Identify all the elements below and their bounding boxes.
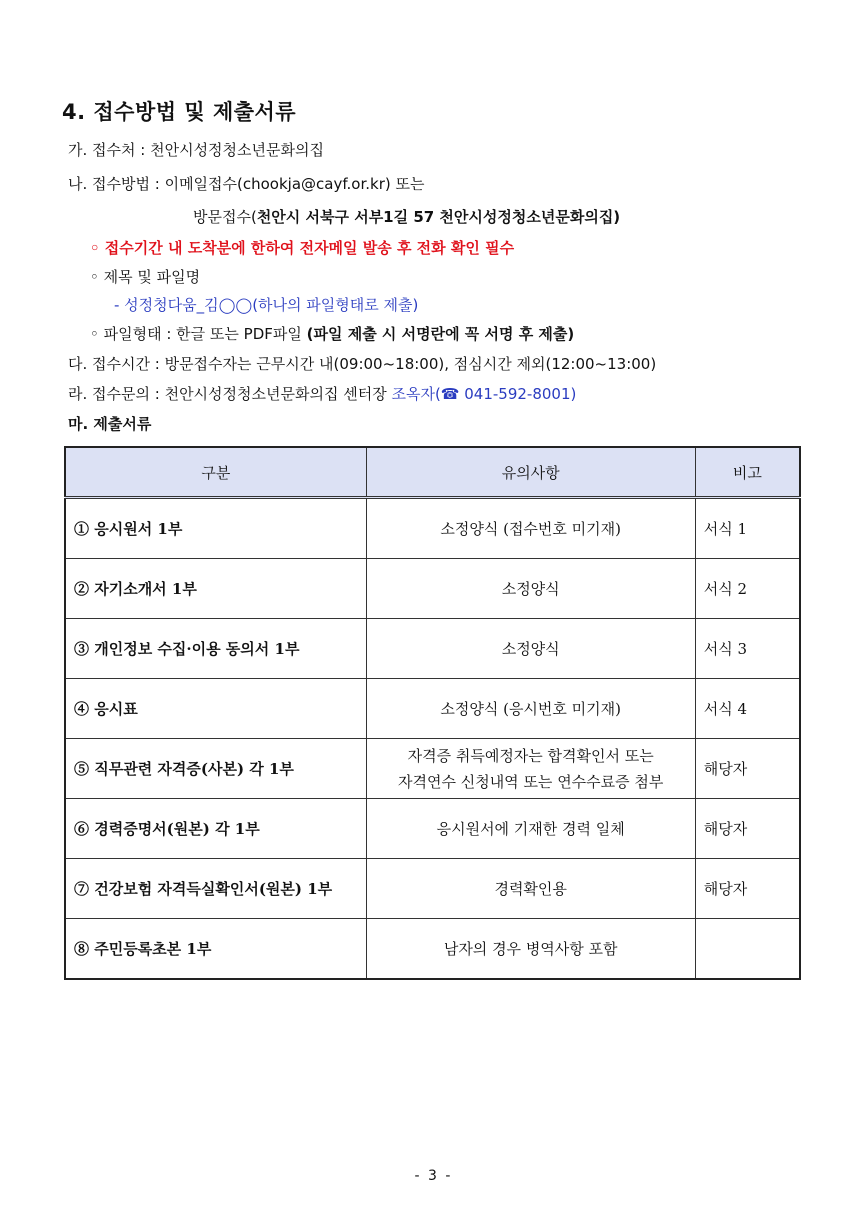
row-note: 소정양식 (응시번호 미기재) bbox=[366, 679, 695, 739]
item-place-label: 가. 접수처 : bbox=[68, 141, 151, 159]
row-document-name: ⑤ 직무관련 자격증(사본) 각 1부 bbox=[65, 739, 366, 799]
item-method-visit-address: 천안시 서북구 서부1길 57 천안시성정청소년문화의집) bbox=[256, 208, 621, 226]
filename-example: - 성정청다움_김◯◯(하나의 파일형태로 제출) bbox=[114, 296, 419, 314]
row-remark: 서식 1 bbox=[695, 498, 800, 559]
row-remark: 서식 3 bbox=[695, 619, 800, 679]
item-method bbox=[68, 174, 425, 194]
header-category: 구분 bbox=[65, 447, 366, 498]
row-note: 경력확인용 bbox=[366, 859, 695, 919]
table-row bbox=[65, 679, 800, 739]
row-document-name: ② 자기소개서 1부 bbox=[65, 559, 366, 619]
item-inquiry-label: 라. 접수문의 : 천안시성정청소년문화의집 센터장 bbox=[68, 385, 392, 403]
item-method-label: 나. 접수방법 : bbox=[68, 175, 165, 193]
section-title: 4. 접수방법 및 제출서류 bbox=[62, 100, 297, 124]
item-method-visit bbox=[193, 207, 620, 227]
item-inquiry-contact: 조옥자(☎ 041-592-8001) bbox=[391, 385, 577, 403]
row-document-name: ⑦ 건강보험 자격득실확인서(원본) 1부 bbox=[65, 859, 366, 919]
title-filename-bullet: ◦ 제목 및 파일명 bbox=[90, 268, 201, 286]
documents-label: 마. 제출서류 bbox=[68, 415, 152, 433]
table-row bbox=[65, 859, 800, 919]
filetype-bullet bbox=[90, 324, 574, 344]
header-notes: 유의사항 bbox=[366, 447, 695, 498]
table-row bbox=[65, 919, 800, 980]
table-row bbox=[65, 559, 800, 619]
row-note-line-1: 자격증 취득예정자는 합격확인서 또는 bbox=[407, 746, 654, 765]
row-note: 소정양식 (접수번호 미기재) bbox=[366, 498, 695, 559]
row-note: 소정양식 bbox=[366, 559, 695, 619]
item-method-email: 이메일접수(chookja@cayf.or.kr) 또는 bbox=[164, 175, 425, 193]
row-note-line-2: 자격연수 신청내역 또는 연수수료증 첨부 bbox=[397, 772, 664, 791]
row-remark bbox=[695, 919, 800, 980]
row-document-name: ④ 응시표 bbox=[65, 679, 366, 739]
row-document-name: ① 응시원서 1부 bbox=[65, 498, 366, 559]
item-place-value: 천안시성정청소년문화의집 bbox=[150, 141, 324, 159]
item-inquiry bbox=[68, 384, 576, 404]
row-remark: 해당자 bbox=[695, 799, 800, 859]
filetype-note: (파일 제출 시 서명란에 꼭 서명 후 제출) bbox=[306, 325, 575, 343]
item-time: 다. 접수시간 : 방문접수자는 근무시간 내(09:00~18:00), 점심시간 제외(12:00~13:00) bbox=[68, 355, 657, 373]
item-method-visit-prefix: 방문접수( bbox=[193, 208, 257, 226]
row-document-name: ⑧ 주민등록초본 1부 bbox=[65, 919, 366, 980]
row-note bbox=[366, 739, 695, 799]
filetype-label: ◦ 파일형태 : 한글 또는 PDF파일 bbox=[90, 325, 307, 343]
documents-table bbox=[64, 446, 801, 980]
row-remark: 해당자 bbox=[695, 859, 800, 919]
row-document-name: ⑥ 경력증명서(원본) 각 1부 bbox=[65, 799, 366, 859]
row-note: 소정양식 bbox=[366, 619, 695, 679]
row-remark: 서식 2 bbox=[695, 559, 800, 619]
row-document-name: ③ 개인정보 수집·이용 동의서 1부 bbox=[65, 619, 366, 679]
row-note: 남자의 경우 병역사항 포함 bbox=[366, 919, 695, 980]
table-header-row bbox=[65, 447, 800, 498]
row-note: 응시원서에 기재한 경력 일체 bbox=[366, 799, 695, 859]
table-row bbox=[65, 739, 800, 799]
row-remark: 해당자 bbox=[695, 739, 800, 799]
row-remark: 서식 4 bbox=[695, 679, 800, 739]
page-number: - 3 - bbox=[414, 1168, 453, 1184]
table-row bbox=[65, 619, 800, 679]
item-place bbox=[68, 140, 324, 160]
header-remarks: 비고 bbox=[695, 447, 800, 498]
table-row bbox=[65, 799, 800, 859]
table-row bbox=[65, 498, 800, 559]
notice-bullet: ◦ 접수기간 내 도착분에 한하여 전자메일 발송 후 전화 확인 필수 bbox=[90, 239, 515, 257]
